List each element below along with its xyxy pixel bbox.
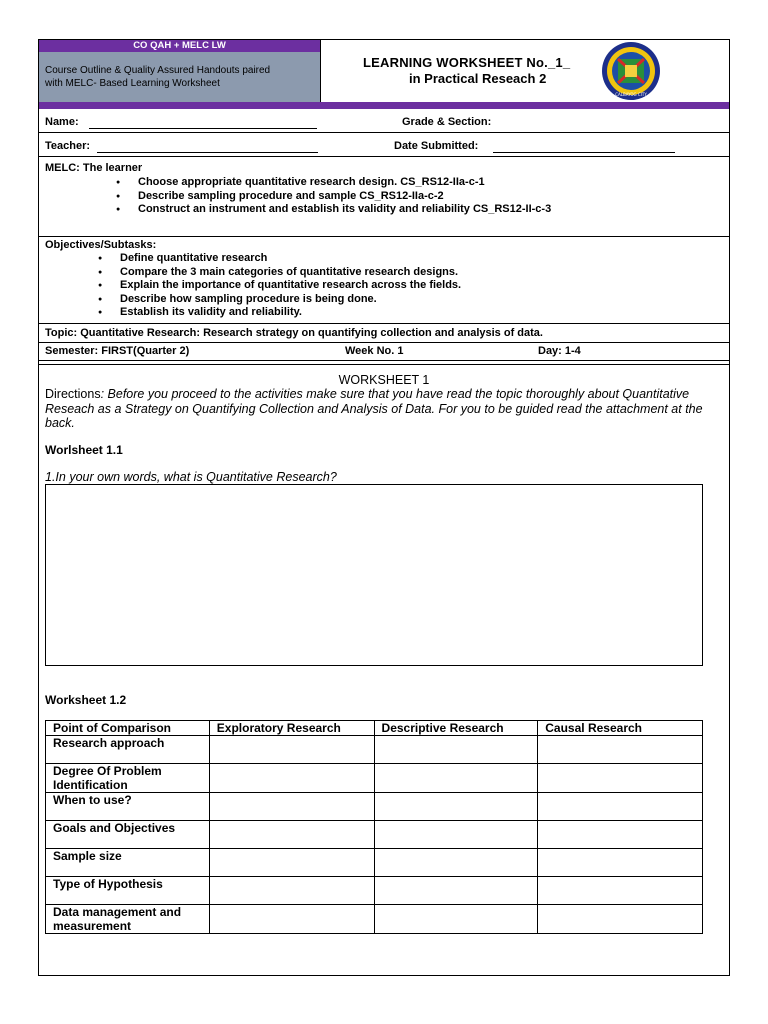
header [39,40,729,102]
row-label: Type of Hypothesis [46,877,210,905]
row-label: Degree Of Problem Identification [46,764,210,793]
table-row [46,877,703,905]
worksheet-1-1-title: Worlsheet 1.1 [45,443,123,457]
table-cell[interactable] [374,905,538,934]
program-description-line1: Course Outline & Quality Assured Handouts paired [45,65,271,76]
directions [45,387,725,431]
table-cell[interactable] [209,849,374,877]
name-label: Name: [45,116,79,128]
row-label: Data management and measurement [46,905,210,934]
table-cell[interactable] [538,905,703,934]
table-cell[interactable] [209,905,374,934]
program-description [39,52,320,102]
table-cell[interactable] [374,821,538,849]
table-row [46,821,703,849]
semester-text: Semester: FIRST(Quarter 2) [45,345,190,357]
objectives-section [39,237,729,324]
table-cell[interactable] [538,849,703,877]
table-row [46,764,703,793]
table-cell[interactable] [374,849,538,877]
table-cell[interactable] [374,877,538,905]
program-label: CO QAH + MELC LW [39,40,320,52]
row-label: Research approach [46,736,210,764]
semester-row [39,343,729,361]
topic-text: Topic: Quantitative Research: Research strategy on quantifying collection and analysis of data. [45,327,543,339]
table-row [46,736,703,764]
grade-section-label: Grade & Section: [402,116,492,128]
logo-caption: CALBAYOG CITY [615,92,647,97]
teacher-field[interactable] [97,141,318,153]
table-row [46,849,703,877]
table-cell[interactable] [209,764,374,793]
worksheet-page [38,39,730,976]
header-divider [39,102,729,109]
melc-list [138,176,551,217]
day-text: Day: 1-4 [538,345,581,357]
worksheet-subject: in Practical Reseach 2 [409,71,547,86]
melc-section [39,157,729,237]
date-submitted-label: Date Submitted: [394,140,479,152]
objective-item: ● Define quantitative research [120,252,461,266]
table-header: Descriptive Research [374,721,538,736]
melc-item: ● Choose appropriate quantitative research design. CS_RS12-IIa-c-1 [138,176,551,190]
melc-item: ● Describe sampling procedure and sample CS_RS12-IIa-c-2 [138,190,551,204]
name-field[interactable] [89,117,317,129]
program-description-line2: with MELC- Based Learning Worksheet [45,78,220,89]
table-header-row [46,721,703,736]
header-right [321,40,729,102]
table-cell[interactable] [374,736,538,764]
teacher-label: Teacher: [45,140,91,152]
teacher-row [39,133,729,157]
directions-text: : Before you proceed to the activities make sure that you have read the topic thoroughly about Quantitative Reseach as a Strategy on Quantifying Collection and Analysis of Data. For you to be guided read the attachment at the back. [45,387,703,430]
worksheet-heading: WORKSHEET 1 [338,373,430,387]
objective-item: ● Explain the importance of quantitative research across the fields. [120,279,461,293]
table-cell[interactable] [209,821,374,849]
table-cell[interactable] [538,877,703,905]
directions-label: Directions [45,387,101,401]
table-header: Exploratory Research [209,721,374,736]
objectives-list [120,252,461,320]
table-row [46,793,703,821]
section-divider [39,364,729,365]
date-submitted-field[interactable] [493,141,675,153]
table-cell[interactable] [538,821,703,849]
worksheet-title: LEARNING WORKSHEET No._1_ [363,55,571,70]
comparison-table [45,720,703,934]
table-cell[interactable] [374,793,538,821]
table-cell[interactable] [209,793,374,821]
objective-item: ● Establish its validity and reliability. [120,306,461,320]
table-cell[interactable] [209,736,374,764]
row-label: Goals and Objectives [46,821,210,849]
header-left [39,40,321,102]
week-text: Week No. 1 [345,345,404,357]
table-cell[interactable] [538,764,703,793]
worksheet-1-2-title: Worksheet 1.2 [45,693,127,707]
division-seal-logo [596,41,666,101]
table-header: Point of Comparison [46,721,210,736]
table-header: Causal Research [538,721,703,736]
table-cell[interactable] [374,764,538,793]
table-cell[interactable] [538,736,703,764]
objective-item: ● Compare the 3 main categories of quantitative research designs. [120,266,461,280]
objectives-heading: Objectives/Subtasks: [45,239,157,251]
melc-item: ● Construct an instrument and establish its validity and reliability CS_RS12-II-c-3 [138,203,551,217]
row-label: When to use? [46,793,210,821]
row-label: Sample size [46,849,210,877]
melc-heading: MELC: The learner [45,162,143,174]
objective-item: ● Describe how sampling procedure is being done. [120,293,461,307]
table-row [46,905,703,934]
table-cell[interactable] [538,793,703,821]
topic-row [39,324,729,343]
answer-box[interactable] [45,484,703,666]
table-cell[interactable] [209,877,374,905]
worksheet-1-1-question: 1.In your own words, what is Quantitative Research? [45,470,337,484]
name-row [39,109,729,133]
